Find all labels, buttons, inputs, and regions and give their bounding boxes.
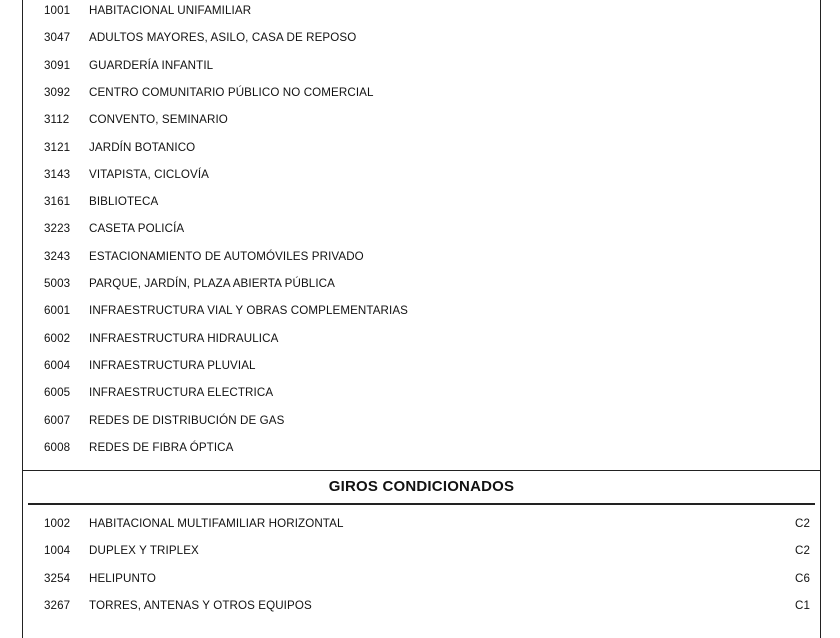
use-code: 3267 [44, 598, 71, 612]
use-description: ESTACIONAMIENTO DE AUTOMÓVILES PRIVADO [89, 249, 364, 263]
table-row [23, 541, 820, 561]
table-row [23, 438, 820, 458]
use-code: 3092 [44, 85, 71, 99]
condition-code: C1 [794, 598, 810, 612]
use-description: INFRAESTRUCTURA VIAL Y OBRAS COMPLEMENTARIAS [89, 304, 408, 318]
table-row [23, 165, 820, 185]
table-row [23, 110, 820, 130]
condition-code: C6 [794, 571, 810, 585]
table-row [23, 192, 820, 212]
table-row [23, 596, 820, 616]
table-row [23, 219, 820, 239]
use-code: 3091 [44, 58, 71, 72]
use-code: 6002 [44, 331, 71, 345]
use-code: 6008 [44, 440, 71, 454]
use-description: VITAPISTA, CICLOVÍA [89, 167, 210, 181]
use-code: 6007 [44, 413, 71, 427]
use-description: PARQUE, JARDÍN, PLAZA ABIERTA PÚBLICA [89, 277, 335, 290]
use-description: CASETA POLICÍA [89, 222, 185, 236]
document-table-frame [22, 0, 821, 638]
table-row [23, 274, 820, 294]
use-description: CENTRO COMUNITARIO PÚBLICO NO COMERCIAL [89, 85, 374, 99]
use-code: 1002 [44, 517, 71, 530]
use-code: 5003 [44, 277, 71, 290]
table-row [23, 56, 820, 76]
use-code: 6001 [44, 304, 71, 318]
use-description: GUARDERÍA INFANTIL [89, 58, 214, 72]
table-row [23, 301, 820, 321]
table-row [23, 514, 820, 534]
use-description: INFRAESTRUCTURA HIDRAULICA [89, 331, 279, 345]
use-code: 3243 [44, 249, 71, 263]
use-code: 3112 [44, 113, 70, 127]
use-description: INFRAESTRUCTURA PLUVIAL [89, 358, 256, 372]
use-description: BIBLIOTECA [89, 195, 159, 209]
use-code: 6004 [44, 358, 71, 372]
use-code: 3047 [44, 31, 71, 45]
table-row [23, 411, 820, 431]
table-row [23, 247, 820, 267]
use-description: DUPLEX Y TRIPLEX [89, 544, 199, 558]
use-description: REDES DE DISTRIBUCIÓN DE GAS [89, 413, 285, 427]
table-row [23, 383, 820, 403]
condition-code: C2 [794, 517, 810, 530]
use-code: 3161 [44, 195, 71, 209]
use-code: 3121 [44, 140, 71, 154]
section-title-divider [28, 503, 815, 505]
use-code: 3143 [44, 167, 71, 181]
use-description: JARDÍN BOTANICO [89, 140, 196, 154]
use-description: ADULTOS MAYORES, ASILO, CASA DE REPOSO [89, 31, 357, 45]
table-row [23, 1, 820, 21]
section-title-giros-condicionados: GIROS CONDICIONADOS [328, 478, 515, 495]
table-row [23, 138, 820, 158]
use-description: REDES DE FIBRA ÓPTICA [89, 440, 234, 454]
table-row [23, 83, 820, 103]
allowed-uses-section [23, 0, 820, 471]
use-code: 3254 [44, 571, 71, 585]
use-code: 6005 [44, 386, 71, 400]
use-code: 1001 [44, 4, 71, 17]
use-code: 3223 [44, 222, 71, 236]
table-row [23, 569, 820, 589]
use-description: CONVENTO, SEMINARIO [89, 113, 228, 127]
use-code: 1004 [44, 544, 71, 558]
use-description: HELIPUNTO [89, 571, 157, 585]
use-description: INFRAESTRUCTURA ELECTRICA [89, 386, 274, 400]
use-description: HABITACIONAL UNIFAMILIAR [89, 4, 252, 17]
use-description: HABITACIONAL MULTIFAMILIAR HORIZONTAL [89, 517, 344, 530]
table-row [23, 329, 820, 349]
table-row [23, 28, 820, 48]
table-row [23, 356, 820, 376]
use-description: TORRES, ANTENAS Y OTROS EQUIPOS [89, 598, 312, 612]
condition-code: C2 [794, 544, 810, 558]
